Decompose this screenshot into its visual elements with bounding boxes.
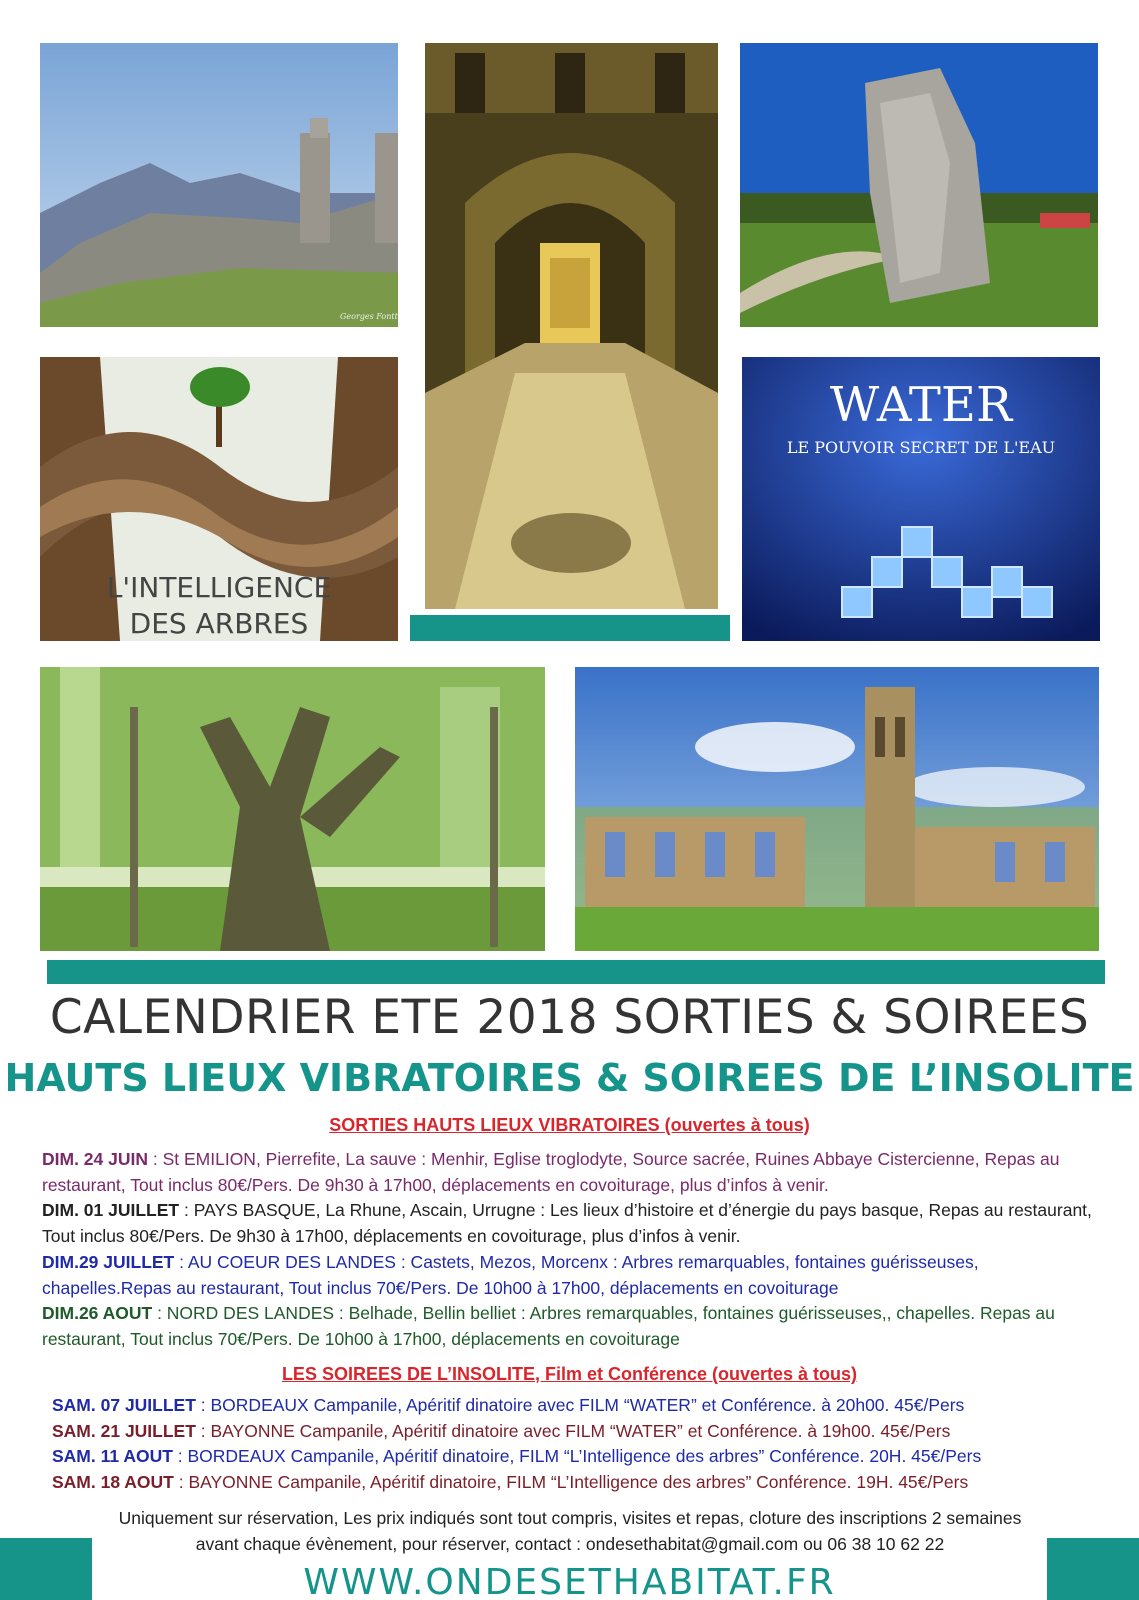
photo-abbey-ruins: [575, 667, 1099, 951]
website-link[interactable]: WWW.ONDESETHABITAT.FR: [303, 1562, 836, 1600]
soiree-details: : BAYONNE Campanile, Apéritif dinatoire, FILM “L’Intelligence des arbres” Conférence. 19H. 45€/Pers: [173, 1472, 969, 1493]
soiree-entry: [52, 1393, 1132, 1419]
sortie-date: DIM. 01 JUILLET: [42, 1200, 180, 1221]
soirees-list: [52, 1393, 1132, 1496]
sortie-details: : PAYS BASQUE, La Rhune, Ascain, Urrugne : Les lieux d’histoire et d’énergie du pays basque, Repas au restaurant, Tout inclus 80€/Pers. De 9h30 à 17h00, déplacements en covoiturage, plus d’infos à venir.: [42, 1200, 1092, 1247]
sortie-details: : St EMILION, Pierrefite, La sauve : Menhir, Eglise troglodyte, Source sacrée, Ruines Abbaye Cistercienne, Repas au restaurant, Tout inclus 80€/Pers. De 9h30 à 17h00, déplacements en covoiturage, plus d’infos à venir.: [42, 1149, 1060, 1195]
sortie-entry: [42, 1198, 1112, 1249]
teal-bar-middle: [410, 615, 730, 641]
photo-menhir: [740, 43, 1098, 327]
photo-old-oak: [40, 667, 545, 951]
photo-caption: Georges Fontt: [340, 312, 398, 321]
sortie-details: : NORD DES LANDES : Belhade, Bellin belliet : Arbres remarquables, fontaines guérisseuses,, chapelles. Repas au restaurant, Tout inclus 70€/Pers. De 10h00 à 17h00, déplacements en covoiturage: [42, 1303, 1055, 1349]
photo-water-poster: [742, 357, 1100, 641]
sorties-heading: SORTIES HAUTS LIEUX VIBRATOIRES (ouvertes à tous): [329, 1115, 810, 1135]
sorties-list: [42, 1147, 1112, 1353]
soiree-date: SAM. 07 JUILLET: [52, 1395, 196, 1415]
footer-note-line2: avant chaque évènement, pour réserver, contact : ondesethabitat@gmail.com ou 06 38 10 62 22: [195, 1534, 945, 1554]
sortie-entry: [42, 1147, 1112, 1198]
photo-trees-poster: [40, 357, 398, 641]
soiree-entry: [52, 1470, 1132, 1496]
soiree-details: : BORDEAUX Campanile, Apéritif dinatoire, FILM “L’Intelligence des arbres” Conférence. 20H. 45€/Pers: [172, 1446, 982, 1467]
footer-note-line1: Uniquement sur réservation, Les prix indiqués sont tout compris, visites et repas, cloture des inscriptions 2 semaines: [118, 1508, 1022, 1528]
soiree-entry: [52, 1444, 1132, 1470]
sortie-date: DIM.26 AOUT: [42, 1303, 153, 1324]
soiree-date: SAM. 11 AOUT: [52, 1446, 173, 1467]
teal-bar-wide: [47, 960, 1105, 984]
poster-title: WATER: [829, 377, 1013, 433]
photo-mountain-cairns: [40, 43, 398, 327]
soirees-heading: LES SOIREES DE L’INSOLITE, Film et Conférence (ouvertes à tous): [281, 1364, 858, 1384]
poster-text-line1: L'INTELLIGENCE: [106, 571, 332, 604]
poster-subtitle: LE POUVOIR SECRET DE L'EAU: [786, 438, 1056, 457]
sortie-date: DIM.29 JUILLET: [42, 1251, 175, 1272]
photo-troglodyte-church: [425, 43, 718, 609]
page-subtitle: HAUTS LIEUX VIBRATOIRES & SOIREES DE L’INSOLITE: [4, 1056, 1135, 1100]
soiree-details: : BAYONNE Campanile, Apéritif dinatoire avec FILM “WATER” et Conférence. à 19h00. 45€/Pers: [195, 1420, 951, 1441]
sortie-entry: [42, 1250, 1112, 1301]
sortie-details: : AU COEUR DES LANDES : Castets, Mezos, Morcenx : Arbres remarquables, fontaines guérisseuses, chapelles.Repas au restaurant, Tout inclus 70€/Pers. De 10h00 à 17h00, déplacements en covoiturage: [42, 1251, 979, 1298]
poster-text-line2: DES ARBRES: [129, 607, 309, 640]
soiree-date: SAM. 21 JUILLET: [52, 1420, 196, 1441]
soiree-entry: [52, 1419, 1132, 1445]
sortie-entry: [42, 1301, 1112, 1352]
soiree-date: SAM. 18 AOUT: [52, 1472, 174, 1493]
soiree-details: : BORDEAUX Campanile, Apéritif dinatoire avec FILM “WATER” et Conférence. à 20h00. 45€/Pers: [195, 1395, 965, 1415]
page-title: CALENDRIER ETE 2018 SORTIES & SOIREES: [49, 990, 1090, 1045]
sortie-date: DIM. 24 JUIN: [42, 1149, 148, 1169]
footer-note: [40, 1505, 1100, 1557]
